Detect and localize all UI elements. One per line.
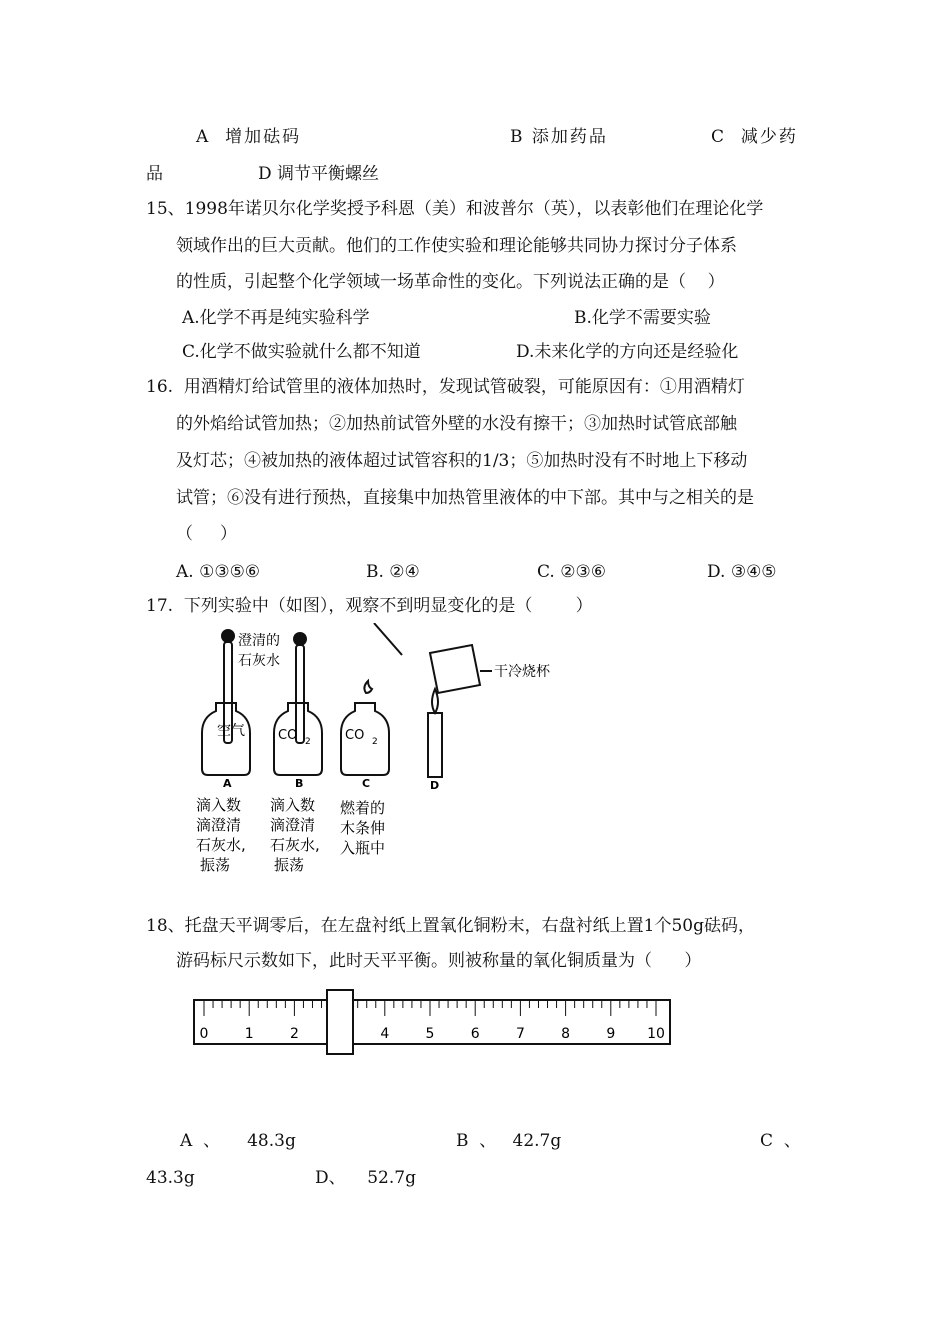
q15-stem-line3: 的性质，引起整个化学领域一场革命性的变化。下列说法正确的是（ ） (176, 272, 725, 292)
ruler-label: 1 (244, 1026, 254, 1042)
bottle-b-sub: 2 (305, 737, 311, 747)
q18-stem-line2: 游码标尺示数如下，此时天平平衡。则被称量的氧化铜质量为（ ） (176, 951, 702, 971)
caption-c: C (362, 777, 371, 790)
bottle-a (202, 703, 250, 775)
q15-stem-line1: 15、1998年诺贝尔化学奖授予科恩（美）和波普尔（英），以表彰他们在理论化学 (146, 199, 764, 219)
bottle-c-label: CO (345, 728, 365, 743)
desc-a-1: 滴入数 (196, 796, 242, 814)
stick-flame (364, 681, 372, 693)
q18-option-b: B 、 42.7g (456, 1131, 562, 1151)
q16-option-c: C. ②③⑥ (537, 562, 606, 582)
q16-stem-line3: 及灯芯；④被加热的液体超过试管容积的1/3；⑤加热时没有不时地上下移动 (176, 451, 748, 471)
bottle-c-sub: 2 (372, 737, 378, 747)
desc-b-3: 石灰水, (270, 836, 320, 854)
q16-option-d: D. ③④⑤ (707, 562, 777, 582)
q14-option-c-cont: 品 (146, 164, 163, 184)
desc-b-4: 振荡 (274, 856, 305, 874)
desc-a-2: 滴澄清 (196, 816, 242, 834)
q15-option-c: C.化学不做实验就什么都不知道 (182, 342, 421, 362)
q14-option-a: A 增加砝码 (196, 127, 302, 147)
beaker-d (430, 645, 480, 693)
q16-stem-line4: 试管；⑥没有进行预热，直接集中加热管里液体的中下部。其中与之相关的是 (176, 488, 754, 508)
q18-stem-line1: 18、托盘天平调零后，在左盘衬纸上置氧化铜粉末，右盘衬纸上置1个50g砝码， (146, 916, 755, 936)
q16-stem-line2: 的外焰给试管加热；②加热前试管外壁的水没有擦干；③加热时试管底部触 (176, 414, 737, 434)
q16-stem-line5: （ ） (176, 524, 238, 544)
caption-a: A (223, 777, 232, 790)
ruler-label: 0 (199, 1026, 209, 1042)
q18-option-a: A 、 48.3g (180, 1131, 296, 1151)
q18-option-d: D、 52.7g (315, 1168, 416, 1188)
q18-option-c: C 、 (760, 1131, 801, 1151)
desc-b-1: 滴入数 (270, 796, 316, 814)
dropper-bulb-a (222, 630, 234, 642)
candle-flame (432, 689, 438, 713)
rider-slider (327, 990, 353, 1054)
rider-scale-ruler (190, 986, 680, 1058)
candle-d (428, 713, 442, 777)
desc-c-3: 入瓶中 (340, 839, 386, 857)
ruler-label: 7 (515, 1026, 525, 1042)
burning-stick (374, 623, 402, 655)
desc-c-1: 燃着的 (340, 799, 386, 817)
q15-option-d: D.未来化学的方向还是经验化 (516, 342, 739, 362)
bottle-b-label: CO (278, 728, 298, 743)
q17-experiment-figure (190, 623, 560, 885)
desc-a-4: 振荡 (200, 856, 231, 874)
beaker-label: 干冷烧杯 (494, 664, 550, 680)
q15-option-a: A.化学不再是纯实验科学 (182, 308, 370, 328)
bottle-a-label-1: 空气 (217, 723, 245, 739)
q15-stem-line2: 领域作出的巨大贡献。他们的工作使实验和理论能够共同协力探讨分子体系 (176, 236, 737, 256)
ruler-label: 4 (380, 1026, 390, 1042)
q14-option-c: C 减少药 (711, 127, 798, 147)
dropper-label-2: 石灰水 (238, 653, 280, 669)
dropper-label-1: 澄清的 (238, 633, 280, 649)
q18-option-c-cont: 43.3g (146, 1168, 195, 1188)
q16-stem-line1: 16. 用酒精灯给试管里的液体加热时，发现试管破裂，可能原因有：①用酒精灯 (146, 377, 745, 397)
desc-a-3: 石灰水, (196, 836, 246, 854)
q15-option-b: B.化学不需要实验 (574, 308, 711, 328)
q14-option-d: D 调节平衡螺丝 (258, 164, 380, 184)
ruler-label: 2 (289, 1026, 299, 1042)
q16-option-b: B. ②④ (366, 562, 420, 582)
desc-c-2: 木条伸 (340, 819, 386, 837)
q16-option-a: A. ①③⑤⑥ (176, 562, 261, 582)
q17-stem: 17. 下列实验中（如图），观察不到明显变化的是（ ） (146, 596, 593, 616)
ruler-label: 8 (561, 1026, 571, 1042)
caption-b: B (295, 777, 304, 790)
ruler-label: 10 (647, 1026, 665, 1042)
ruler-label: 9 (606, 1026, 616, 1042)
caption-d: D (430, 779, 440, 792)
desc-b-2: 滴澄清 (270, 816, 316, 834)
ruler-label: 6 (470, 1026, 480, 1042)
dropper-bulb-b (294, 633, 306, 645)
q14-option-b: B 添加药品 (510, 127, 608, 147)
ruler-label: 5 (425, 1026, 435, 1042)
